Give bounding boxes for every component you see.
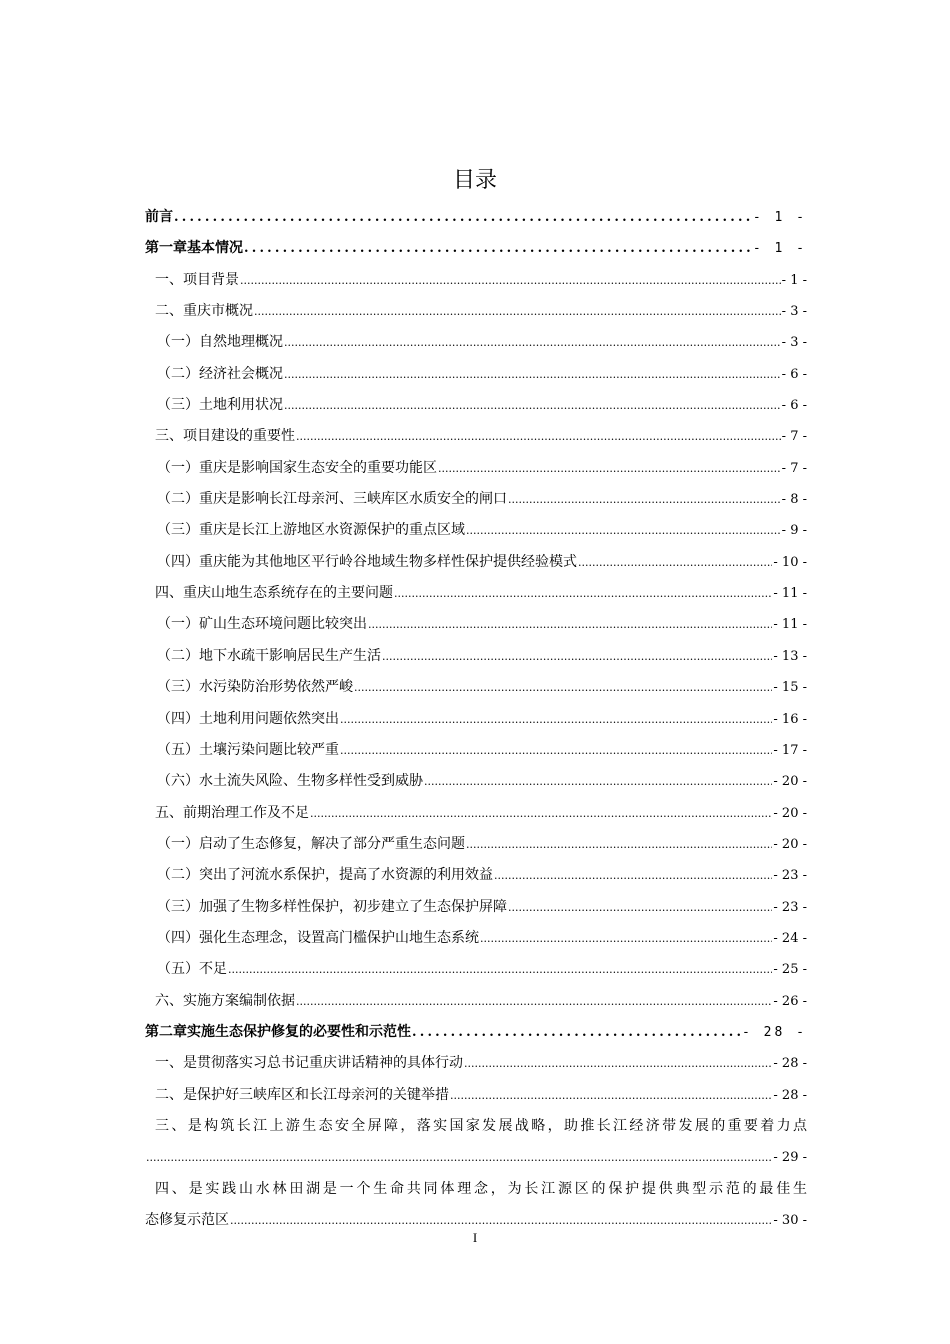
dot-leader [494,860,772,891]
toc-entry[interactable] [145,233,807,264]
dot-leader [424,766,772,797]
toc-entry-page: - 11 - [773,617,807,633]
toc-entry[interactable] [145,578,807,609]
dot-leader [284,327,781,358]
toc-entry-page: - 26 - [773,993,807,1009]
toc-entry-label: （一）自然地理概况 [157,334,283,351]
toc-entry-label: （四）土地利用问题依然突出 [157,710,339,727]
toc-entry[interactable] [145,421,807,452]
toc-entry-page: - 1 - [752,241,807,257]
toc-entry-label: 二、是保护好三峡库区和长江母亲河的关键举措 [155,1086,449,1103]
toc-entry-page: - 20 - [773,805,807,821]
toc-entry-page: - 3 - [781,304,807,320]
page-number: I [472,1230,478,1245]
toc-entry[interactable] [145,359,807,390]
dot-leader [508,892,772,923]
toc-entry-label: 前言 [145,209,173,225]
toc-entry-page: - 28 - [773,1087,807,1103]
toc-entry-page: - 9 - [781,523,807,539]
toc-entry[interactable] [145,735,807,766]
toc-entry-label: 二、重庆市概况 [155,303,253,320]
toc-entry-page: - 8 - [781,492,807,508]
dot-leader [254,296,781,327]
dot-leader [240,265,781,296]
toc-entry-label: （一）重庆是影响国家生态安全的重要功能区 [157,459,437,476]
toc-entry[interactable] [145,860,807,891]
toc-entry-page: - 13 - [773,648,807,664]
dot-leader [438,453,781,484]
toc-entry-page: - 7 - [781,429,807,445]
toc-entry-label: （三）水污染防治形势依然严峻 [157,679,353,696]
toc-entry-label: （四）强化生态理念，设置高门槛保护山地生态系统 [157,929,479,946]
toc-entry-page: - 29 - [773,1150,807,1166]
toc-entry[interactable] [145,986,807,1017]
dot-leader [368,609,772,640]
toc-entry-label: 三、是构筑长江上游生态安全屏障，落实国家发展战略，助推长江经济带发展的重要着力点 [155,1117,807,1134]
toc-entry-page: - 28 - [773,1056,807,1072]
toc-entry-label: 三、项目建设的重要性 [155,428,295,445]
toc-entry-label: （二）重庆是影响长江母亲河、三峡库区水质安全的闸口 [157,491,507,508]
toc-entry-page: - 1 - [752,210,807,225]
toc-entry[interactable] [145,829,807,860]
toc-entry[interactable] [145,954,807,985]
toc-entry[interactable] [145,766,807,797]
toc-entry-page: - 7 - [781,460,807,476]
toc-entry-label: （三）加强了生物多样性保护，初步建立了生态保护屏障 [157,898,507,915]
toc-entry[interactable] [145,892,807,923]
toc-entry[interactable] [145,202,807,233]
toc-entry-label: （一）启动了生态修复，解决了部分严重生态问题 [157,835,465,852]
toc-entry-continuation [145,1142,807,1173]
dot-leader [228,954,772,985]
toc-entry[interactable] [145,1080,807,1111]
toc-entry-label: （五）土壤污染问题比较严重 [157,741,339,758]
toc-entry[interactable] [145,515,807,546]
toc-entry[interactable] [145,704,807,735]
dot-leader [382,641,772,672]
toc-entry-label: （二）经济社会概况 [157,365,283,382]
dot-leader [284,359,781,390]
dot-leader [310,798,772,829]
toc-entry-label: （五）不足 [157,961,227,978]
dot-leader [340,704,772,735]
dot-leader [508,484,781,515]
toc-entry[interactable] [145,923,807,954]
toc-entry[interactable] [145,327,807,358]
toc-entry[interactable] [145,1017,807,1048]
dot-leader [284,390,781,421]
dot-leader [146,1142,772,1173]
toc-entry-page: - 1 - [781,272,807,288]
toc-entry[interactable] [145,453,807,484]
toc-title: 目录 [452,168,497,193]
toc-entry-label: 四、重庆山地生态系统存在的主要问题 [155,585,393,602]
toc-entry[interactable] [145,641,807,672]
dot-leader [480,923,772,954]
toc-entry[interactable] [145,547,807,578]
toc-entry[interactable] [145,1048,807,1079]
dot-leader [296,986,772,1017]
dot-leader [340,735,772,766]
toc-entry-label: （六）水土流失风险、生物多样性受到威胁 [157,773,423,790]
toc-entry-label: （三）土地利用状况 [157,397,283,414]
toc-entry-page: - 16 - [773,711,807,727]
toc-entry-label: 第一章基本情况 [145,240,243,257]
toc-entry-page: - 6 - [781,366,807,382]
toc-entry-label: （二）地下水疏干影响居民生产生活 [157,647,381,664]
dot-leader [412,1017,741,1048]
toc-entry[interactable] [145,296,807,327]
toc-entry[interactable] [145,265,807,296]
toc-entry-page: - 23 - [773,868,807,884]
toc-entry[interactable] [145,798,807,829]
toc-entry-page: - 11 - [773,586,807,602]
toc-entry-label: 四、是实践山水林田湖是一个生命共同体理念，为长江源区的保护提供典型示范的最佳生 [155,1180,807,1197]
toc-entry-label: 一、项目背景 [155,271,239,288]
dot-leader [296,421,781,452]
toc-entry-page: - 23 - [773,899,807,915]
toc-entry[interactable] [145,484,807,515]
toc-entry[interactable] [145,1111,807,1174]
dot-leader [244,233,752,264]
toc-entry-label: （四）重庆能为其他地区平行岭谷地域生物多样性保护提供经验模式 [157,553,577,570]
toc-entry-page: - 3 - [781,335,807,351]
dot-leader [394,578,772,609]
toc-entry-label: （三）重庆是长江上游地区水资源保护的重点区域 [157,522,465,539]
toc-entry[interactable] [145,672,807,703]
toc-entry[interactable] [145,609,807,640]
toc-entry-page: - 24 - [773,930,807,946]
dot-leader [464,1048,772,1079]
toc-entry-page: - 15 - [773,680,807,696]
toc-entry-page: - 30 - [773,1213,807,1228]
dot-leader [450,1080,772,1111]
dot-leader [174,202,752,233]
toc-entry-page: - 17 - [773,742,807,758]
toc-entry-page: - 20 - [773,774,807,790]
toc-entry[interactable] [145,390,807,421]
dot-leader [466,829,772,860]
toc-entry-label: （二）突出了河流水系保护，提高了水资源的利用效益 [157,867,493,884]
toc-entry-page: - 25 - [773,962,807,978]
toc-entry-page: - 20 - [773,836,807,852]
dot-leader [578,547,772,578]
dot-leader [354,672,772,703]
toc-entry-page: - 6 - [781,398,807,414]
toc-entry-label-cont: 态修复示范区 [145,1212,229,1228]
toc-entry-page: - 10 - [773,554,807,570]
toc-entry-page: - 28 - [742,1024,807,1040]
dot-leader [466,515,781,546]
toc-entry-label: 一、是贯彻落实习总书记重庆讲话精神的具体行动 [155,1055,463,1072]
toc-entry-label: 六、实施方案编制依据 [155,992,295,1009]
toc-entry[interactable] [145,1174,807,1237]
toc-entry-label: 五、前期治理工作及不足 [155,804,309,821]
toc-entry-label: （一）矿山生态环境问题比较突出 [157,616,367,633]
table-of-contents [145,202,807,1236]
toc-entry-label: 第二章实施生态保护修复的必要性和示范性 [145,1023,411,1040]
